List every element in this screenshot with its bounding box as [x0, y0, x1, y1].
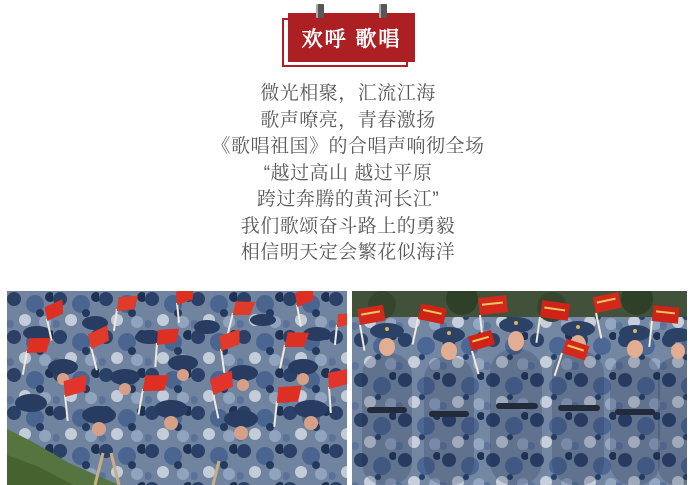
section-title: 欢呼 歌唱	[301, 27, 402, 51]
poem-line: 微光相聚，汇流江海	[260, 83, 436, 104]
photo-illustration	[7, 291, 347, 485]
pin-icon	[316, 4, 324, 18]
photo-seated-students-flags[interactable]	[7, 291, 347, 485]
pin-icon	[379, 4, 387, 18]
poem-line: 歌声嘹亮，青春激扬	[260, 109, 436, 131]
poem-line: 我们歌颂奋斗路上的勇毅	[240, 215, 456, 237]
poem-line: 跨过奔腾的黄河长江”	[256, 189, 440, 210]
photo-row	[7, 291, 689, 485]
section-header-banner	[282, 4, 416, 70]
banner-plate	[288, 13, 415, 62]
poem-line: “越过高山 越过平原	[263, 162, 433, 184]
poem-line: 《歌唱祖国》的合唱声响彻全场	[211, 136, 485, 157]
photo-illustration	[352, 291, 687, 485]
poem-line: 相信明天定会繁花似海洋	[240, 242, 456, 263]
poem-text	[0, 81, 696, 267]
photo-standing-students-flags[interactable]	[352, 291, 687, 485]
